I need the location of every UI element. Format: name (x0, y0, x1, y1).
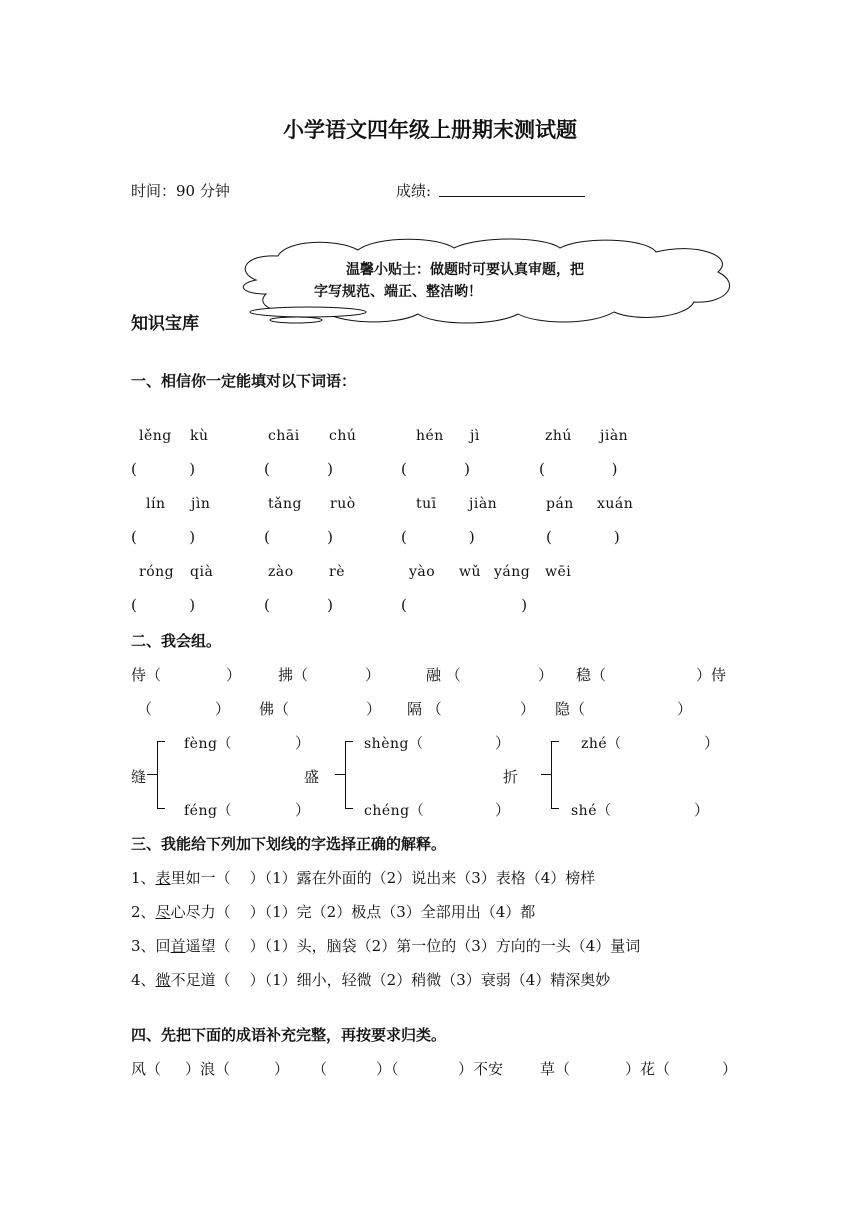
pinyin: tuī (416, 496, 437, 512)
answer-paren[interactable]: ( ) (546, 528, 620, 546)
compose-close: ） (215, 700, 231, 718)
cloud-icon (226, 232, 746, 332)
compose-close: ） (365, 666, 381, 684)
pinyin: xuán (597, 496, 634, 512)
pinyin: hén (416, 428, 444, 444)
pinyin: tǎng (268, 496, 302, 512)
pinyin: fèng（ (184, 736, 232, 752)
idiom-part: （ (312, 1060, 328, 1078)
answer-paren[interactable]: ( ) (401, 460, 470, 478)
compose-item: 隔 （ (407, 700, 442, 718)
pinyin: qià (190, 564, 214, 580)
compose-item: 拂（ (278, 666, 309, 684)
question-item: 1、表里如一（ ）（1）露在外面的（2）说出来（3）表格（4）榜样 (131, 869, 596, 887)
underlined-char: 表 (155, 869, 171, 887)
compose-close: ） (295, 801, 311, 819)
idiom-part: ） (722, 1060, 738, 1078)
pinyin: zhé（ (581, 736, 622, 752)
answer-paren[interactable]: ( ) (539, 460, 618, 478)
polyphone-char: 折 (503, 768, 519, 786)
answer-paren[interactable]: ( ) (131, 528, 196, 546)
compose-close: ） (226, 666, 242, 684)
compose-close: ） (495, 801, 511, 819)
idiom-part: ）浪（ (185, 1060, 231, 1078)
compose-close: ）侍 (696, 666, 727, 684)
pinyin: lín (146, 496, 166, 512)
section-4-heading: 四、先把下面的成语补充完整，再按要求归类。 (131, 1026, 447, 1044)
answer-paren[interactable]: ( ) (131, 596, 196, 614)
idiom-part: 风（ (131, 1060, 162, 1078)
pinyin: jiàn (600, 428, 629, 444)
pinyin: ruò (330, 496, 356, 512)
pinyin: chéng（ (364, 803, 425, 819)
compose-item: 融 （ (426, 666, 461, 684)
pinyin: zào (268, 564, 294, 580)
section-knowledge-heading: 知识宝库 (131, 314, 199, 334)
compose-close: ） (495, 734, 511, 752)
compose-close: ） (520, 700, 536, 718)
section-1-heading: 一、相信你一定能填对以下词语： (131, 372, 357, 390)
pinyin: zhú (545, 428, 572, 444)
pinyin: yào (409, 564, 436, 580)
answer-paren[interactable]: ( ) (401, 528, 475, 546)
pinyin: róng (139, 564, 175, 580)
pinyin: wēi (545, 564, 572, 580)
pinyin: shé（ (571, 803, 612, 819)
compose-close: ） (538, 666, 554, 684)
pinyin: rè (329, 564, 345, 580)
compose-close: ） (295, 734, 311, 752)
answer-paren[interactable]: ( ) (264, 596, 333, 614)
time-label: 时间：90 分钟 (131, 182, 230, 200)
compose-item: 隐（ (555, 700, 586, 718)
idiom-part: 草（ (540, 1060, 571, 1078)
idiom-part: ） (274, 1060, 290, 1078)
compose-item: 佛（ (259, 700, 290, 718)
idiom-part: ）不安 (458, 1060, 504, 1078)
pinyin: yáng (494, 564, 531, 580)
underlined-char: 微 (155, 971, 171, 989)
answer-paren[interactable]: ( ) (264, 460, 333, 478)
pinyin: lěng (139, 428, 172, 444)
compose-open: （ (137, 700, 153, 718)
compose-item: 侍（ (131, 666, 162, 684)
pinyin: jì (470, 428, 480, 444)
underlined-char: 尽 (155, 903, 171, 921)
polyphone-char: 缝 (131, 768, 147, 786)
pinyin: jiàn (469, 496, 498, 512)
compose-close: ） (366, 700, 382, 718)
answer-paren[interactable]: ( ) (131, 460, 196, 478)
pinyin: chú (329, 428, 357, 444)
pinyin: pán (546, 496, 574, 512)
answer-paren[interactable]: ( ) (401, 596, 528, 614)
compose-close: ） (694, 801, 710, 819)
score-label: 成绩: (396, 182, 432, 200)
question-item: 4、微不足道（ ）（1）细小，轻微（2）稍微（3）衰弱（4）精深奥妙 (131, 971, 611, 989)
question-item: 3、回首遥望（ ）（1）头，脑袋（2）第一位的（3）方向的一头（4）量词 (131, 937, 641, 955)
underlined-char: 首 (170, 937, 186, 955)
idiom-part: ）花（ (625, 1060, 671, 1078)
score-blank-line[interactable] (439, 196, 585, 197)
pinyin: jìn (191, 496, 211, 512)
section-2-heading: 二、我会组。 (131, 632, 222, 650)
compose-close: ） (677, 700, 693, 718)
pinyin: wǔ (459, 564, 481, 580)
pinyin: féng（ (184, 803, 232, 819)
compose-item: 稳（ (576, 666, 607, 684)
tip-line-2: 字写规范、端正、整洁哟！ (314, 284, 482, 300)
idiom-part: ）（ (376, 1060, 399, 1078)
polyphone-char: 盛 (304, 768, 320, 786)
answer-paren[interactable]: ( ) (264, 528, 333, 546)
pinyin: chāi (268, 428, 300, 444)
page-title: 小学语文四年级上册期末测试题 (283, 117, 577, 142)
question-item: 2、尽心尽力（ ）（1）完（2）极点（3）全部用出（4）都 (131, 903, 536, 921)
tip-line-1: 温馨小贴士：做题时可要认真审题，把 (346, 262, 584, 278)
compose-close: ） (704, 734, 720, 752)
pinyin: kù (190, 428, 209, 444)
pinyin: shèng（ (364, 736, 424, 752)
section-3-heading: 三、我能给下列加下划线的字选择正确的解释。 (131, 835, 447, 853)
